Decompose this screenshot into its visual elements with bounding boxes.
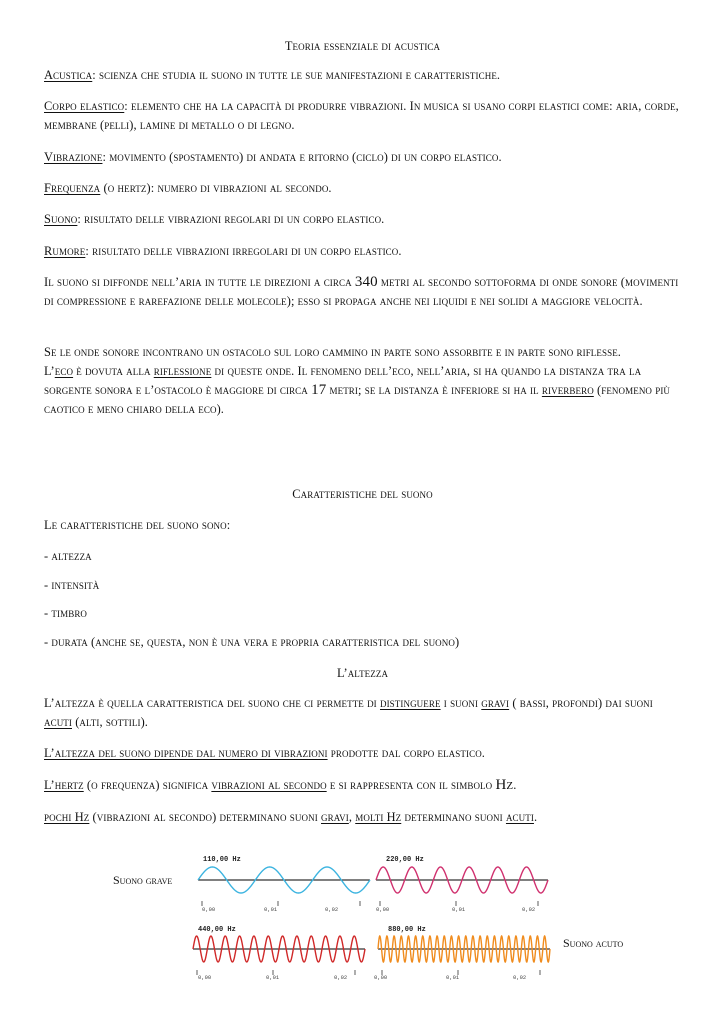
echo-text-1: L’ <box>44 364 55 378</box>
echo-line-1: Se le onde sonore incontrano un ostacolo sul loro cammino in parte sono assorbite e in parte sono riflesse. <box>44 345 622 359</box>
term-riverbero: riverbero <box>541 383 594 397</box>
term-distinguere: distinguere <box>379 696 441 710</box>
tick-0-1: 0,01 <box>264 906 278 913</box>
tick-1-0: 0,00 <box>376 906 390 913</box>
def-rumore: : risultato delle vibrazioni irregolari di un corpo elastico. <box>85 244 402 258</box>
term-acuti: acuti <box>44 715 72 729</box>
speed-value: 340 <box>354 274 378 290</box>
freq-label-110: 110,00 Hz <box>203 856 241 864</box>
freq-label-220: 220,00 Hz <box>386 856 424 864</box>
label-suono-acuto: Suono acuto <box>563 936 624 950</box>
term-eco: eco <box>54 364 74 378</box>
hertz-text-1: (o frequenza) significa <box>83 778 212 792</box>
section-heading-altezza: L’altezza <box>336 666 389 680</box>
tick-3-0: 0,00 <box>374 974 388 981</box>
definition-vibrazione <box>44 148 684 167</box>
distance-value: 17 <box>311 382 327 398</box>
term-hertz: L’hertz <box>44 778 84 792</box>
tick-1-1: 0,01 <box>452 906 466 913</box>
tick-2-0: 0,00 <box>198 974 212 981</box>
echo-text-2: è dovuta alla <box>73 364 154 378</box>
term-acustica: Acustica <box>44 68 93 82</box>
echo-text-4: metri; se la distanza è inferiore si ha il <box>326 383 542 397</box>
pochi-text-1: (vibrazioni al secondo) determinano suoni <box>89 810 321 824</box>
altezza-dipende-underlined: L’altezza del suono dipende dal numero di vibrazioni <box>44 746 328 760</box>
def-vibrazione: : movimento (spostamento) di andata e ritorno (ciclo) di un corpo elastico. <box>102 150 502 164</box>
paragraph-hertz <box>44 776 684 795</box>
def-acustica: : scienza che studia il suono in tutte le sue manifestazioni e caratteristiche. <box>92 68 501 82</box>
list-item-timbro: - timbro <box>44 606 88 620</box>
term-frequenza: Frequenza <box>44 181 101 195</box>
label-suono-grave: Suono grave <box>113 873 173 887</box>
waveform-110hz <box>198 863 370 897</box>
list-item-intensita: - intensità <box>44 578 100 592</box>
altezza-text-3: ( bassi, profondi) dai suoni <box>509 696 653 710</box>
definition-corpo-elastico <box>44 97 684 135</box>
paragraph-altezza-definition <box>44 694 684 732</box>
tick-1-2: 0,02 <box>522 906 536 913</box>
waveform-880hz <box>378 932 550 966</box>
paragraph-pochi-molti <box>44 808 684 827</box>
list-item-altezza: - altezza <box>44 549 92 563</box>
waveform-220hz <box>376 863 548 897</box>
altezza-text-1: L’altezza è quella caratteristica del suono che ci permette di <box>44 696 380 710</box>
altezza-text-4: (alti, sottili). <box>72 715 149 729</box>
term-rumore: Rumore <box>44 244 86 258</box>
tick-0-0: 0,00 <box>202 906 216 913</box>
term-pochi-hz: pochi Hz <box>44 810 90 824</box>
propagation-text-2: metri al secondo sottoforma di onde sonore (movimenti di compressione e rarefazione delle molecole); esso si propaga anche nei liquidi e nei solidi a maggiore velocità. <box>44 275 679 308</box>
term-gravi-2: gravi <box>321 810 349 824</box>
def-frequenza: (o hertz): numero di vibrazioni al secondo. <box>100 181 332 195</box>
term-acuti-2: acuti <box>505 810 534 824</box>
term-vibrazione: Vibrazione <box>44 150 103 164</box>
tick-3-1: 0,01 <box>446 974 460 981</box>
section-heading-caratteristiche: Caratteristiche del suono <box>292 487 433 501</box>
term-corpo-elastico: Corpo elastico <box>44 99 125 113</box>
definition-acustica <box>44 66 684 85</box>
freq-label-880: 880,00 Hz <box>388 926 426 934</box>
term-suono: Suono <box>44 212 78 226</box>
hertz-text-3: . <box>513 778 517 792</box>
def-suono: : risultato delle vibrazioni regolari di un corpo elastico. <box>77 212 385 226</box>
propagation-text-1: Il suono si diffonde nell’aria in tutte le direzioni a circa <box>44 275 355 289</box>
freq-label-440: 440,00 Hz <box>198 926 236 934</box>
paragraph-propagation <box>44 273 684 311</box>
pochi-text-4: . <box>533 810 538 824</box>
pochi-text-2: , <box>348 810 356 824</box>
term-molti-hz: molti Hz <box>355 810 402 824</box>
definition-rumore <box>44 242 684 261</box>
echo-text-5: (fenomeno più caotico e meno chiaro della eco). <box>44 383 671 416</box>
paragraph-altezza-vibrazioni <box>44 744 684 763</box>
def-corpo-elastico: : elemento che ha la capacità di produrre vibrazioni. In musica si usano corpi elastici come: aria, corde, membrane (pelli), lamine di metallo o di legno. <box>44 99 679 132</box>
waveform-440hz <box>193 932 365 966</box>
document-title: Teoria essenziale di acustica <box>284 39 441 53</box>
term-riflessione: riflessione <box>153 364 212 378</box>
term-gravi: gravi <box>481 696 510 710</box>
definition-suono <box>44 210 684 229</box>
hz-symbol: Hz <box>495 777 514 793</box>
altezza-text-2: i suoni <box>440 696 482 710</box>
list-item-durata: - durata (anche se, questa, non è una vera e propria caratteristica del suono) <box>44 635 460 649</box>
tick-2-2: 0,02 <box>334 974 348 981</box>
tick-2-1: 0,01 <box>266 974 280 981</box>
paragraph-echo <box>44 343 684 419</box>
hertz-text-2: e si rappresenta con il simbolo <box>326 778 496 792</box>
altezza-dipende-rest: prodotte dal corpo elastico. <box>327 746 485 760</box>
tick-3-2: 0,02 <box>513 974 527 981</box>
tick-0-2: 0,02 <box>325 906 339 913</box>
definition-frequenza <box>44 179 684 198</box>
characteristics-intro: Le caratteristiche del suono sono: <box>44 518 231 532</box>
term-vibrazioni-al-secondo: vibrazioni al secondo <box>211 778 327 792</box>
echo-text-3: di queste onde. Il fenomeno dell’eco, nell’aria, si ha quando la distanza tra la sorgente sonora e l’ostacolo è maggiore di circa <box>44 364 642 397</box>
pochi-text-3: determinano suoni <box>401 810 506 824</box>
